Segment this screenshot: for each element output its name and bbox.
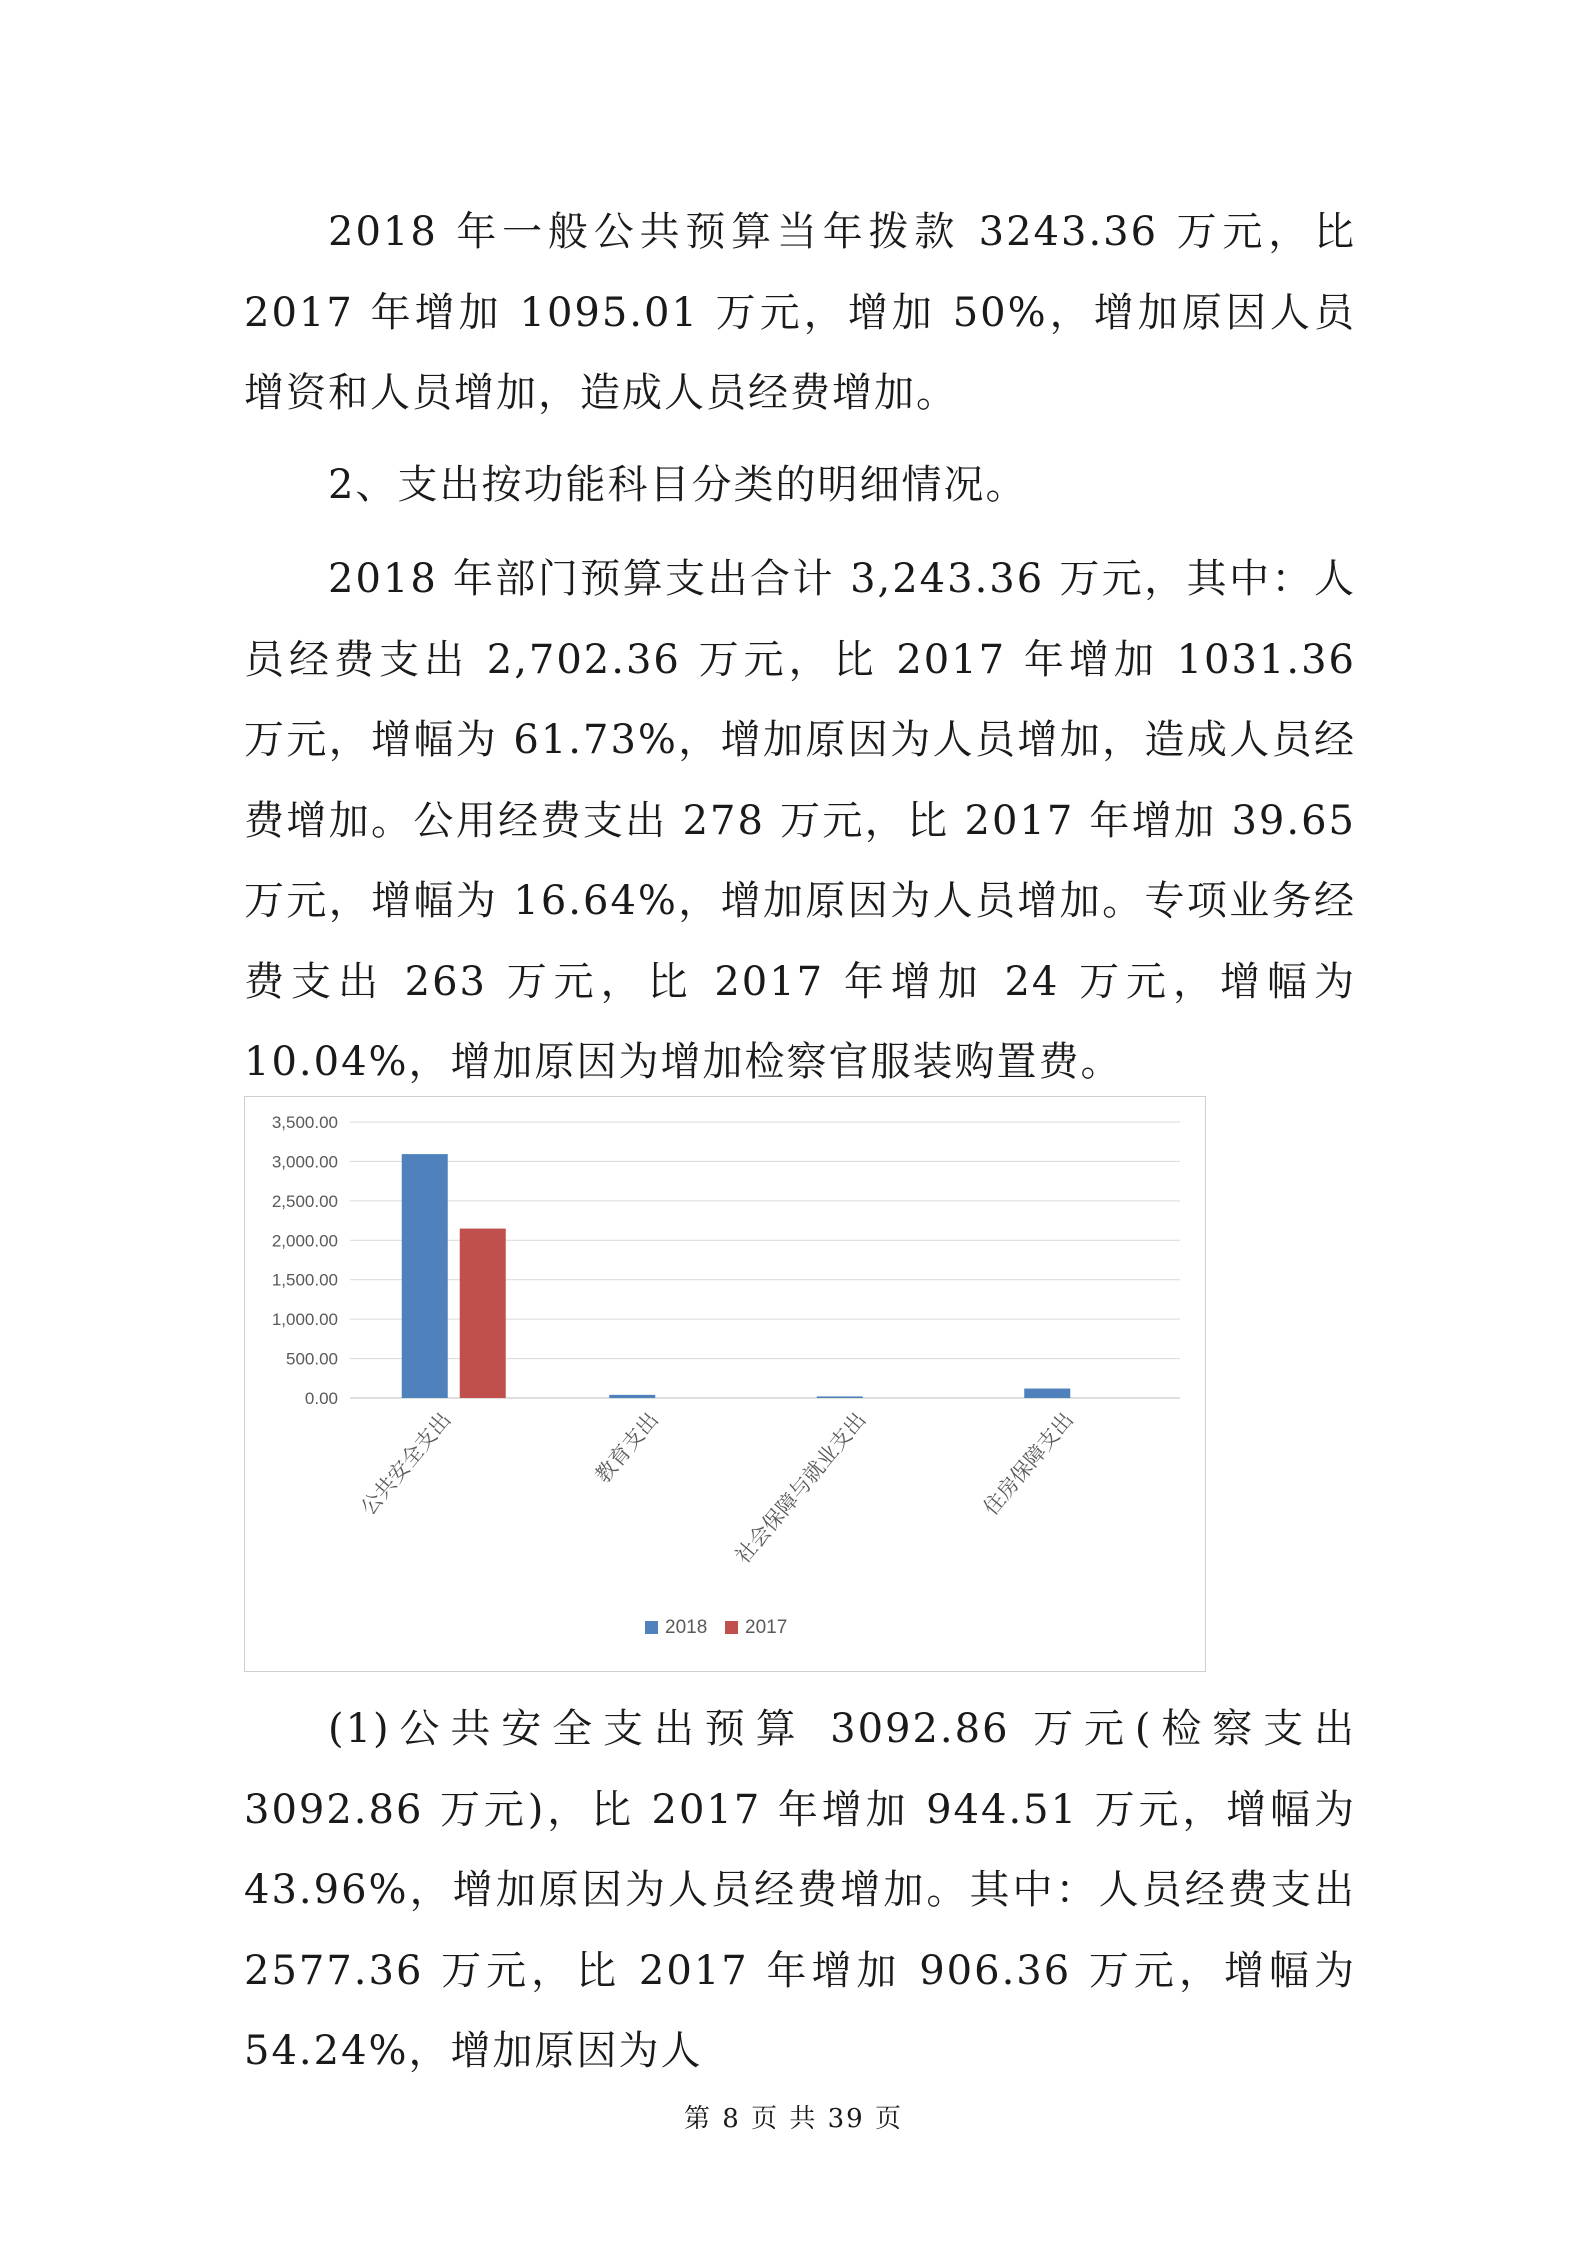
legend-swatch-2017 xyxy=(725,1621,738,1634)
paragraph-budget-summary: 2018 年一般公共预算当年拨款 3243.36 万元，比 2017 年增加 1095.01 万元，增加 50%，增加原因人员增资和人员增加，造成人员经费增加。 xyxy=(244,209,1356,416)
legend-label: 2017 xyxy=(745,1617,788,1638)
chart-canvas xyxy=(245,1097,1205,1671)
bar-2018-3 xyxy=(1024,1389,1070,1398)
x-category-label: 住房保障支出 xyxy=(978,1407,1079,1520)
y-tick-label: 3,000.00 xyxy=(271,1152,338,1172)
bar-2018-0 xyxy=(402,1154,448,1398)
y-tick-label: 2,500.00 xyxy=(271,1191,338,1211)
expenditure-bar-chart xyxy=(244,1096,1206,1672)
legend-label: 2018 xyxy=(665,1617,708,1638)
x-category-label: 公共安全支出 xyxy=(356,1407,456,1520)
y-tick-label: 3,500.00 xyxy=(271,1113,338,1132)
paragraph-expenditure-detail: 2018 年部门预算支出合计 3,243.36 万元，其中：人员经费支出 2,702.36 万元，比 2017 年增加 1031.36 万元，增幅为 61.73%，增加原因为人员增加，造成人员经费增加。公用经费支出 278 万元，比 2017 年增加 39.65 万元，增幅为 16.64%，增加原因为人员增加。专项业务经费支出 263 万元，比 2017 年增加 24 万元，增幅为 10.04%，增加原因为增加检察官服装购置费。 xyxy=(244,556,1356,1085)
legend-swatch-2018 xyxy=(645,1621,658,1634)
section-heading: 2、支出按功能科目分类的明细情况。 xyxy=(328,462,1028,508)
y-tick-label: 1,000.00 xyxy=(271,1310,338,1330)
x-category-label: 社会保障与就业支出 xyxy=(730,1407,871,1568)
page-footer: 第 8 页 共 39 页 xyxy=(684,2104,903,2134)
bar-2017-0 xyxy=(460,1229,506,1398)
y-tick-label: 0.00 xyxy=(304,1389,338,1408)
y-tick-label: 1,500.00 xyxy=(271,1270,338,1290)
bar-2018-2 xyxy=(817,1396,863,1398)
bar-2018-1 xyxy=(609,1395,655,1398)
paragraph-public-safety: (1)公共安全支出预算 3092.86 万元(检察支出 3092.86 万元)，比 2017 年增加 944.51 万元，增幅为 43.96%，增加原因为人员经费增加。其中：人员经费支出 2577.36 万元，比 2017 年增加 906.36 万元，增幅为 54.24%，增加原因为人 xyxy=(244,1706,1356,2074)
y-tick-label: 500.00 xyxy=(286,1349,338,1369)
y-tick-label: 2,000.00 xyxy=(271,1231,338,1251)
x-category-label: 教育支出 xyxy=(590,1407,664,1488)
